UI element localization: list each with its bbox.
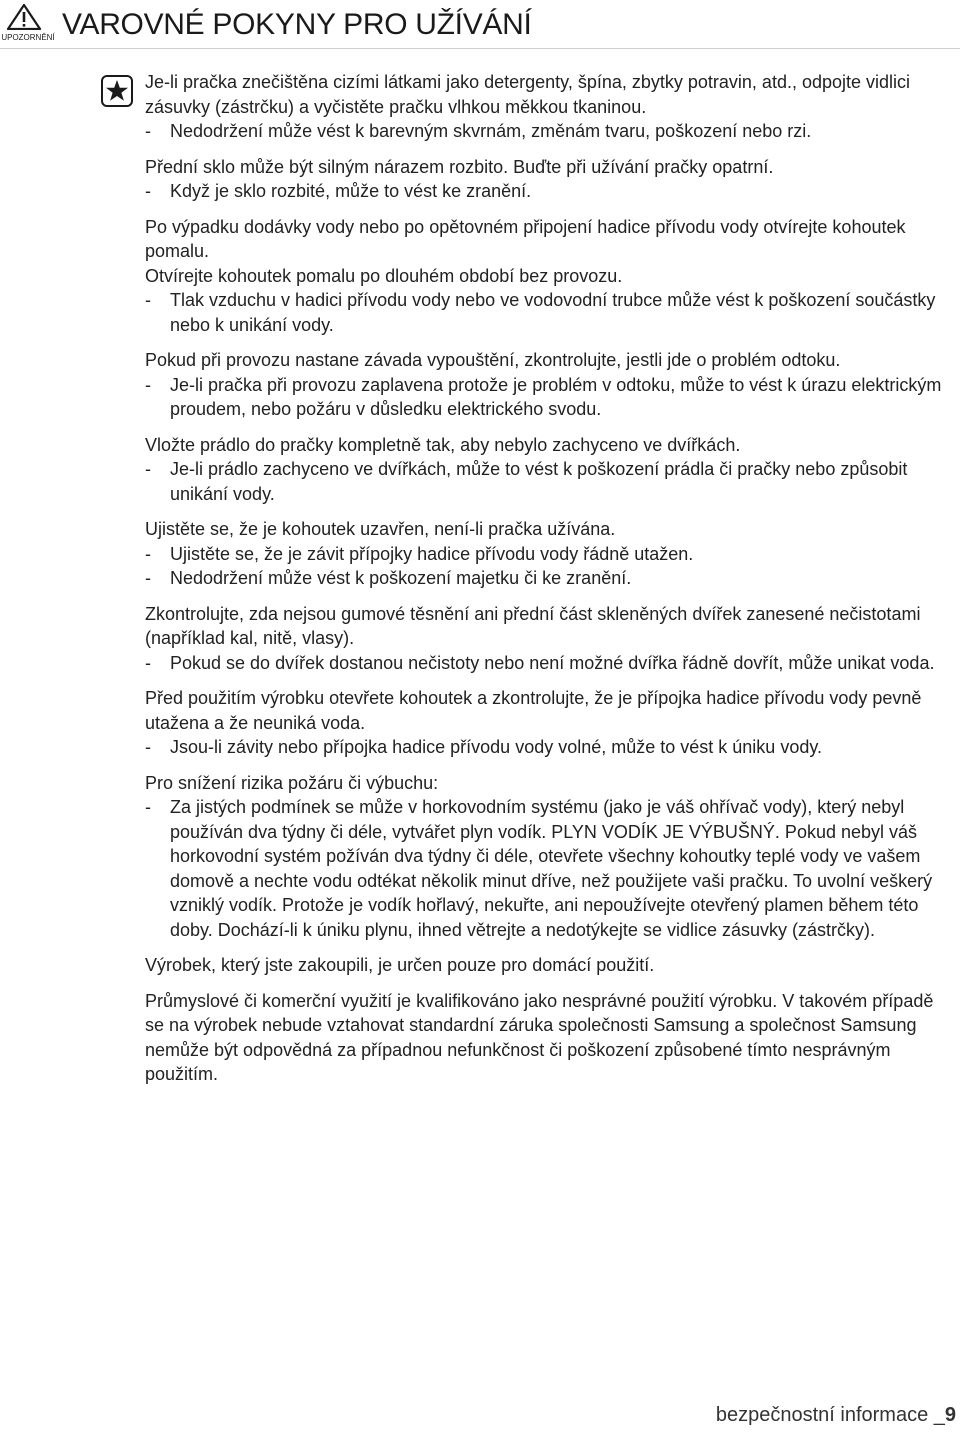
- instruction-bullet: [145, 795, 950, 942]
- bullet-dash: -: [145, 737, 151, 757]
- instruction-section: [145, 155, 950, 204]
- bullet-dash: -: [145, 652, 151, 673]
- instruction-section: [145, 771, 950, 943]
- bullet-text: Je-li prádlo zachyceno ve dvířkách, může to vést k poškození prádla či pračky nebo způsobit unikání vody.: [170, 459, 908, 504]
- bullet-text: Pokud se do dvířek dostanou nečistoty nebo není možné dvířka řádně dovřít, může unikat voda.: [170, 652, 935, 673]
- instruction-bullet: [145, 288, 950, 337]
- instruction-text: Průmyslové či komerční využití je kvalifikováno jako nesprávné použití výrobku. V takovém případě se na výrobek nebude vztahovat standardní záruka společnosti Samsung a společnost Samsung nemůže být odpovědná za případnou nefunkčnost či poškození způsobené tímto nesprávným použitím.: [145, 990, 934, 1084]
- instruction-section: [145, 433, 950, 507]
- bullet-text: Je-li pračka při provozu zaplavena protože je problém v odtoku, může to vést k úrazu elektrickým proudem, nebo požáru v důsledku elektrického svodu.: [170, 374, 942, 419]
- warning-label: UPOZORNĚNÍ: [1, 33, 55, 42]
- instruction-section: [145, 953, 950, 978]
- instruction-text: Pro snížení rizika požáru či výbuchu:: [145, 772, 439, 793]
- instruction-section: [145, 215, 950, 338]
- instruction-text: Otvírejte kohoutek pomalu po dlouhém období bez provozu.: [145, 265, 623, 286]
- header-divider: [0, 48, 960, 49]
- instruction-section: [145, 686, 950, 760]
- instruction-section: [145, 517, 950, 591]
- bullet-dash: -: [145, 568, 151, 588]
- footer-section-name: bezpečnostní informace _: [715, 1404, 945, 1426]
- instruction-text: Ujistěte se, že je kohoutek uzavřen, není-li pračka užívána.: [145, 519, 616, 539]
- bullet-dash: -: [145, 543, 151, 564]
- instruction-text: Po výpadku dodávky vody nebo po opětovném připojení hadice přívodu vody otvírejte kohoutek pomalu.: [145, 216, 906, 261]
- warning-triangle-icon: [6, 4, 42, 30]
- instruction-bullet: [145, 735, 950, 760]
- bullet-dash: -: [145, 797, 151, 817]
- page-footer: [716, 1404, 956, 1427]
- bullet-text: Za jistých podmínek se může v horkovodním systému (jako je váš ohřívač vody), který nebyl používán dva týdny či déle, vytvářet plyn vodík. PLYN VODÍK JE VÝBUŠNÝ. Pokud nebyl váš horkovodní systém požíván dva týdny či déle, otevřete všechny kohoutky teplé vody ve vašem domově a nechte vodu odtékat několik minut dříve, než použijete vaši pračku. To uvolní veškerý vzniklý vodík. Protože je vodík hořlavý, nekuřte, ani nepoužívejte otevřený plamen během této doby. Dochází-li k úniku plynu, ihned větrejte a nedotýkejte se vidlice zásuvky (zástrčky).: [170, 797, 933, 940]
- bullet-dash: -: [145, 459, 151, 479]
- bullet-dash: -: [145, 374, 151, 395]
- instruction-section: [145, 348, 950, 422]
- page-header: [0, 0, 960, 50]
- safety-instructions: [145, 70, 950, 1098]
- instruction-bullet: [145, 179, 950, 204]
- instruction-text: Před použitím výrobku otevřete kohoutek a zkontrolujte, že je přípojka hadice přívodu vody pevně utažena a že neuniká voda.: [145, 688, 922, 733]
- instruction-text: Zkontrolujte, zda nejsou gumové těsnění ani přední část skleněných dvířek zanesené nečistotami (například kal, nitě, vlasy).: [145, 603, 921, 648]
- instruction-bullet: [145, 651, 950, 676]
- instruction-bullet: [145, 457, 950, 506]
- bullet-text: Nedodržení může vést k poškození majetku či ke zranění.: [170, 568, 632, 588]
- instruction-text: Vložte prádlo do pračky kompletně tak, aby nebylo zachyceno ve dvířkách.: [145, 434, 741, 455]
- page-title: VAROVNÉ POKYNY PRO UŽÍVÁNÍ: [62, 8, 532, 41]
- instruction-bullet: [145, 119, 950, 144]
- bullet-text: Když je sklo rozbité, může to vést ke zranění.: [170, 181, 532, 201]
- instruction-bullet: [145, 373, 950, 422]
- star-box-icon: [101, 75, 133, 107]
- instruction-text: Je-li pračka znečištěna cizími látkami jako detergenty, špína, zbytky potravin, atd., odpojte vidlici zásuvky (zástrčku) a vyčistěte pračku vlhkou měkkou tkaninou.: [145, 72, 911, 117]
- bullet-text: Jsou-li závity nebo přípojka hadice přívodu vody volné, může to vést k úniku vody.: [170, 737, 823, 757]
- instruction-text: Přední sklo může být silným nárazem rozbito. Buďte při užívání pračky opatrní.: [145, 156, 774, 177]
- instruction-section: [145, 602, 950, 676]
- bullet-text: Ujistěte se, že je závit přípojky hadice přívodu vody řádně utažen.: [170, 543, 694, 564]
- instruction-section: [145, 70, 950, 144]
- bullet-dash: -: [145, 121, 151, 141]
- instruction-text: Výrobek, který jste zakoupili, je určen pouze pro domácí použití.: [145, 955, 655, 975]
- bullet-text: Nedodržení může vést k barevným skvrnám, změnám tvaru, poškození nebo rzi.: [170, 121, 812, 141]
- bullet-dash: -: [145, 290, 151, 310]
- bullet-text: Tlak vzduchu v hadici přívodu vody nebo ve vodovodní trubce může vést k poškození součástky nebo k unikání vody.: [170, 290, 936, 335]
- instruction-bullet: [145, 566, 950, 591]
- instruction-bullet: [145, 542, 950, 567]
- page-number: 9: [944, 1404, 956, 1426]
- instruction-text: Pokud při provozu nastane závada vypouštění, zkontrolujte, jestli jde o problém odtoku.: [145, 350, 841, 370]
- instruction-section: [145, 989, 950, 1087]
- bullet-dash: -: [145, 181, 151, 201]
